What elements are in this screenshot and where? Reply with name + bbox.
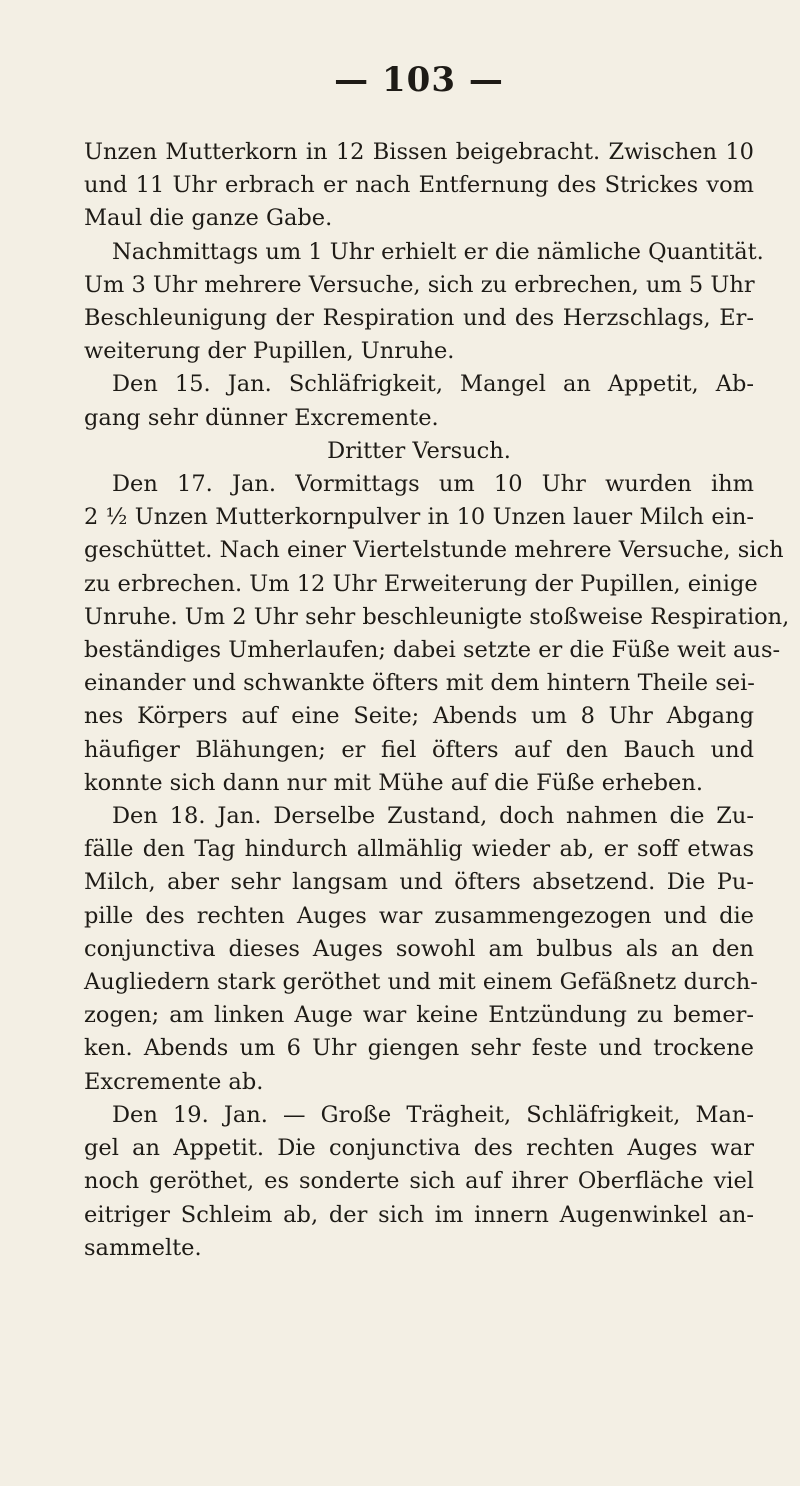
text-line: fälle den Tag hindurch allmählig wieder ab, er soff etwas [84, 836, 754, 863]
text-line: gang sehr dünner Excremente. [84, 404, 439, 431]
text-line: Beschleunigung der Respiration und des Herzschlags, Er- [84, 305, 754, 332]
text-line: Augliedern stark geröthet und mit einem Gefäßnetz durch- [84, 969, 758, 996]
text-line: zu erbrechen. Um 12 Uhr Erweiterung der Pupillen, einige [84, 570, 758, 597]
text-line: ken. Abends um 6 Uhr giengen sehr feste und trockene [84, 1035, 754, 1062]
text-line: Unruhe. Um 2 Uhr sehr beschleunigte stoßweise Respiration, [84, 603, 790, 630]
text-line: eitriger Schleim ab, der sich im innern Augenwinkel an- [84, 1201, 754, 1228]
text-line: Den 17. Jan. Vormittags um 10 Uhr wurden ihm [112, 471, 754, 498]
text-line: gel an Appetit. Die conjunctiva des rechten Auges war [84, 1135, 754, 1162]
text-line: Um 3 Uhr mehrere Versuche, sich zu erbrechen, um 5 Uhr [84, 271, 755, 298]
text-line: weiterung der Pupillen, Unruhe. [84, 338, 455, 365]
text-line: nes Körpers auf eine Seite; Abends um 8 Uhr Abgang [84, 703, 754, 730]
text-line: geschüttet. Nach einer Viertelstunde mehrere Versuche, sich [84, 537, 784, 564]
text-line: zogen; am linken Auge war keine Entzündung zu bemer- [84, 1002, 754, 1029]
text-line: noch geröthet, es sonderte sich auf ihrer Oberfläche viel [84, 1168, 754, 1195]
text-line: Milch, aber sehr langsam und öfters absetzend. Die Pu- [84, 869, 754, 896]
text-line: konnte sich dann nur mit Mühe auf die Füße erheben. [84, 769, 704, 796]
text-line: Den 15. Jan. Schläfrigkeit, Mangel an Appetit, Ab- [112, 371, 754, 398]
text-line: Den 18. Jan. Derselbe Zustand, doch nahmen die Zu- [112, 803, 754, 830]
text-line: Maul die ganze Gabe. [84, 205, 333, 232]
text-line: Excremente ab. [84, 1068, 264, 1095]
text-line: Nachmittags um 1 Uhr erhielt er die nämliche Quantität. [112, 238, 764, 265]
text-line: und 11 Uhr erbrach er nach Entfernung des Strickes vom [84, 172, 754, 199]
text-line: häufiger Blähungen; er fiel öfters auf den Bauch und [84, 736, 754, 763]
text-line: pille des rechten Auges war zusammengezogen und die [84, 902, 754, 929]
text-line: 2 ½ Unzen Mutterkornpulver in 10 Unzen lauer Milch ein- [84, 504, 754, 531]
text-line: sammelte. [84, 1234, 202, 1261]
body-text [84, 136, 790, 1265]
text-line: Den 19. Jan. — Große Trägheit, Schläfrigkeit, Man- [112, 1101, 754, 1128]
text-line: einander und schwankte öfters mit dem hintern Theile sei- [84, 670, 755, 697]
section-heading: Dritter Versuch. [327, 437, 511, 464]
text-line: conjunctiva dieses Auges sowohl am bulbus als an den [84, 935, 754, 962]
text-line: beständiges Umherlaufen; dabei setzte er die Füße weit aus- [84, 637, 781, 664]
text-line: Unzen Mutterkorn in 12 Bissen beigebracht. Zwischen 10 [84, 139, 754, 165]
page-number: — 103 — [334, 60, 504, 100]
